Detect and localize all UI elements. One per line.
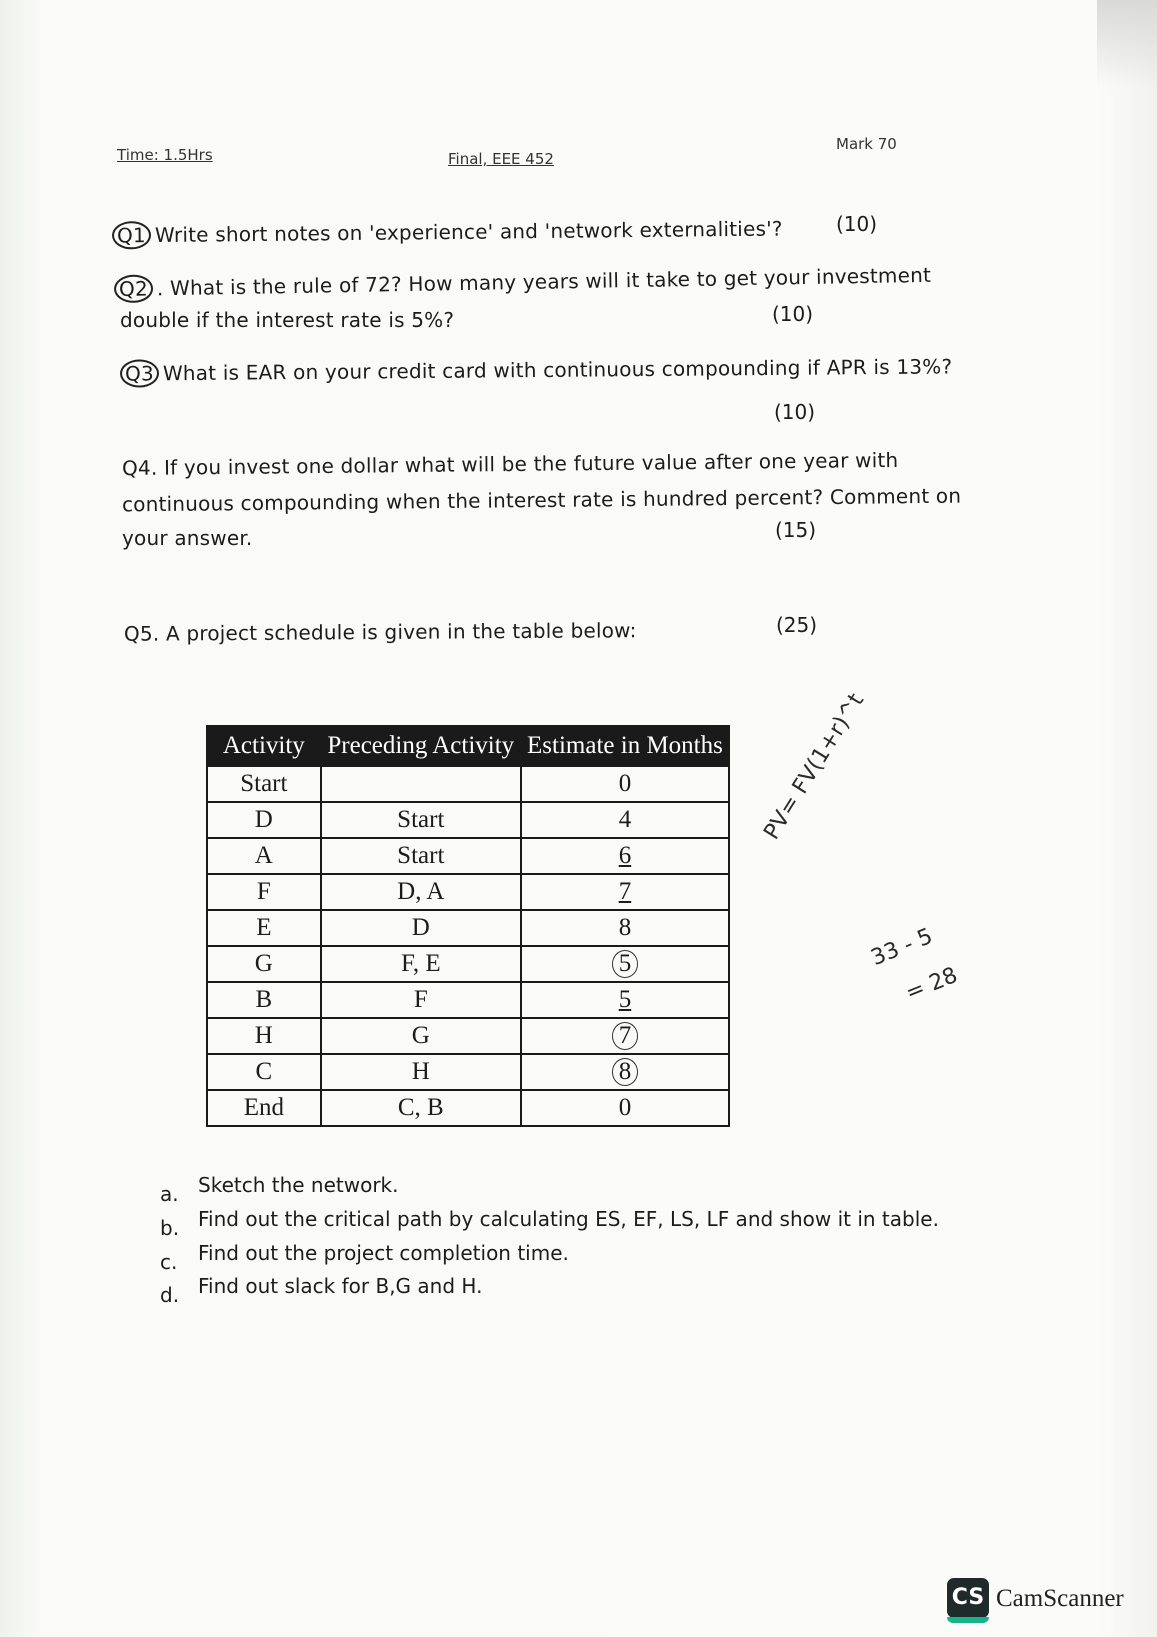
estimate-value: 8 bbox=[612, 1058, 639, 1086]
question-3-text: What is EAR on your credit card with continuous compounding if APR is 13%? bbox=[162, 354, 953, 386]
estimate-cell bbox=[521, 982, 729, 1018]
activity-cell: E bbox=[207, 910, 321, 946]
question-4-text-line2: continuous compounding when the interest rate is hundred percent? Comment on bbox=[121, 483, 962, 517]
activity-cell: Start bbox=[207, 766, 321, 802]
question-3-marks: (10) bbox=[774, 400, 816, 424]
estimate-cell bbox=[521, 1018, 729, 1054]
header-preceding-activity: Preceding Activity bbox=[321, 726, 521, 766]
subpart-c-letter: c. bbox=[160, 1250, 178, 1274]
question-5-text: Q5. A project schedule is given in the table below: bbox=[123, 618, 637, 646]
table-row bbox=[207, 874, 729, 910]
question-1-number: Q1 bbox=[112, 221, 151, 249]
question-1-text: Write short notes on 'experience' and 'network externalities'? bbox=[154, 216, 783, 248]
estimate-value: 5 bbox=[612, 950, 639, 978]
preceding-cell: F, E bbox=[321, 946, 521, 982]
preceding-cell: C, B bbox=[321, 1090, 521, 1126]
estimate-value: 7 bbox=[618, 878, 632, 905]
activity-cell: G bbox=[207, 946, 321, 982]
header-activity: Activity bbox=[207, 726, 321, 766]
total-marks: Mark 70 bbox=[836, 135, 897, 153]
table-row bbox=[207, 838, 729, 874]
estimate-cell: 0 bbox=[521, 766, 729, 802]
question-2-text-line2: double if the interest rate is 5%? bbox=[120, 308, 455, 332]
estimate-cell bbox=[521, 874, 729, 910]
table-row bbox=[207, 910, 729, 946]
estimate-cell: 8 bbox=[521, 910, 729, 946]
question-2-number: Q2 bbox=[114, 274, 153, 303]
project-schedule-table bbox=[206, 725, 730, 1127]
estimate-value: 5 bbox=[618, 986, 632, 1013]
handwritten-formula: PV= FV(1+r)^t bbox=[759, 689, 870, 845]
question-5-marks: (25) bbox=[776, 613, 818, 637]
preceding-cell: Start bbox=[321, 838, 521, 874]
subpart-a-letter: a. bbox=[160, 1182, 179, 1206]
preceding-cell: D, A bbox=[321, 874, 521, 910]
subpart-b-letter: b. bbox=[160, 1216, 180, 1240]
preceding-cell: Start bbox=[321, 802, 521, 838]
subpart-a-text: Sketch the network. bbox=[198, 1173, 399, 1197]
preceding-cell bbox=[321, 766, 521, 802]
preceding-cell: F bbox=[321, 982, 521, 1018]
question-4-marks: (15) bbox=[775, 518, 817, 542]
exam-title: Final, EEE 452 bbox=[448, 150, 554, 168]
camscanner-brand: CamScanner bbox=[996, 1585, 1124, 1612]
table-row bbox=[207, 766, 729, 802]
subpart-d-text: Find out slack for B,G and H. bbox=[198, 1274, 483, 1298]
estimate-value: 7 bbox=[612, 1022, 639, 1050]
estimate-value: 6 bbox=[618, 842, 632, 869]
activity-cell: D bbox=[207, 802, 321, 838]
question-2-text-line1: . What is the rule of 72? How many years will it take to get your investment bbox=[156, 262, 932, 301]
activity-cell: H bbox=[207, 1018, 321, 1054]
question-3-number: Q3 bbox=[120, 359, 159, 387]
activity-cell: End bbox=[207, 1090, 321, 1126]
preceding-cell: G bbox=[321, 1018, 521, 1054]
table-row bbox=[207, 1090, 729, 1126]
estimate-cell bbox=[521, 838, 729, 874]
subpart-b-text: Find out the critical path by calculating ES, EF, LS, LF and show it in table. bbox=[198, 1207, 939, 1231]
subpart-c-text: Find out the project completion time. bbox=[198, 1241, 569, 1265]
page-corner-shadow bbox=[1097, 0, 1157, 90]
preceding-cell: D bbox=[321, 910, 521, 946]
header-estimate: Estimate in Months bbox=[521, 726, 729, 766]
activity-cell: F bbox=[207, 874, 321, 910]
estimate-cell bbox=[521, 946, 729, 982]
activity-cell: B bbox=[207, 982, 321, 1018]
handwritten-calc-line2: = 28 bbox=[902, 962, 962, 1007]
handwritten-calc-line1: 33 - 5 bbox=[867, 923, 937, 972]
preceding-cell: H bbox=[321, 1054, 521, 1090]
table-row bbox=[207, 1054, 729, 1090]
table-header-row bbox=[207, 726, 729, 766]
question-4-text-line3: your answer. bbox=[122, 526, 253, 550]
table-row bbox=[207, 1018, 729, 1054]
subpart-d-letter: d. bbox=[160, 1283, 180, 1307]
activity-cell: A bbox=[207, 838, 321, 874]
time-label: Time: 1.5Hrs bbox=[117, 146, 213, 164]
activity-cell: C bbox=[207, 1054, 321, 1090]
estimate-cell: 4 bbox=[521, 802, 729, 838]
question-2-marks: (10) bbox=[772, 302, 814, 326]
estimate-cell bbox=[521, 1054, 729, 1090]
table-row bbox=[207, 982, 729, 1018]
question-4-text-line1: Q4. If you invest one dollar what will be the future value after one year with bbox=[121, 447, 899, 481]
question-1-marks: (10) bbox=[836, 212, 878, 236]
estimate-cell: 0 bbox=[521, 1090, 729, 1126]
table-row bbox=[207, 802, 729, 838]
camscanner-logo-icon: CS bbox=[947, 1578, 989, 1618]
table-row bbox=[207, 946, 729, 982]
